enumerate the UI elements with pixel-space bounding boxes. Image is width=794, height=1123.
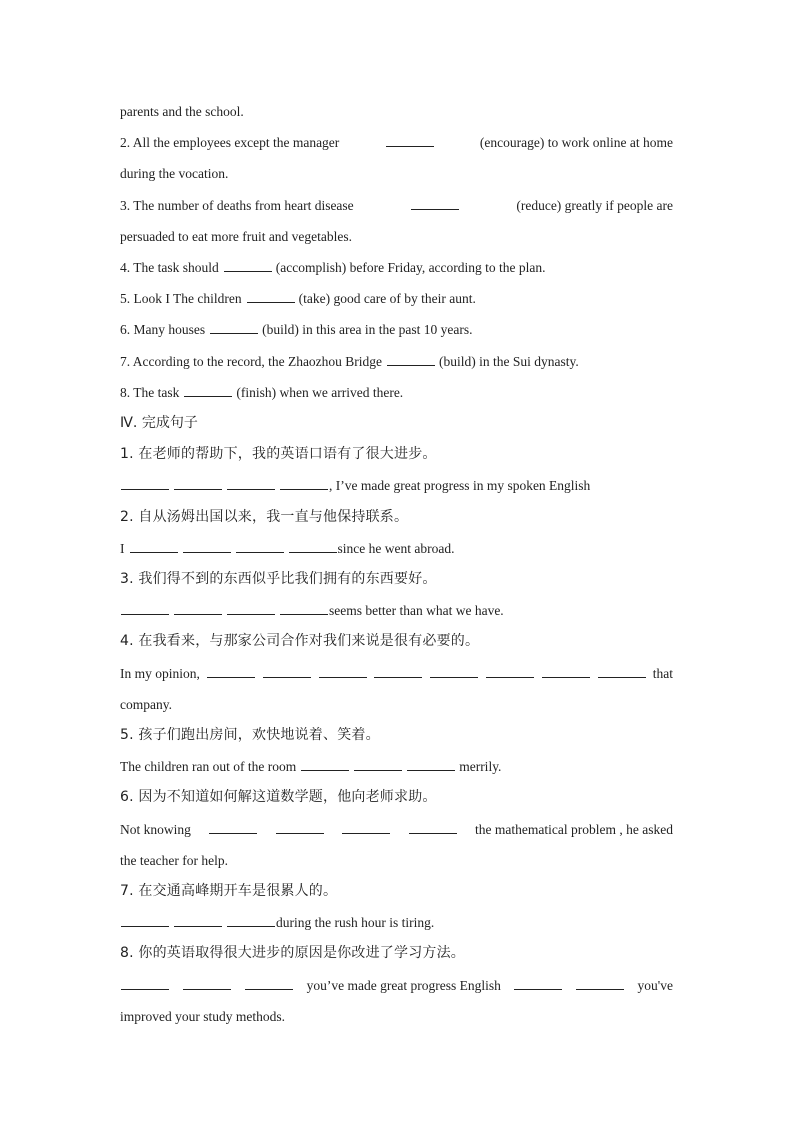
answer-blank[interactable] xyxy=(227,475,275,490)
answer-blank[interactable] xyxy=(174,475,222,490)
line-text: 6. Many houses xyxy=(120,322,206,338)
answer-line xyxy=(120,970,673,1001)
answer-blank[interactable] xyxy=(289,538,337,553)
answer-blank[interactable] xyxy=(319,663,367,678)
line-text: persuaded to eat more fruit and vegetables. xyxy=(120,228,353,244)
answer-blank[interactable] xyxy=(247,288,295,303)
answer-blank[interactable] xyxy=(184,382,232,397)
answer-blank[interactable] xyxy=(354,756,402,771)
answer-blank[interactable] xyxy=(224,257,272,272)
prompt-text: 7. 在交通高峰期开车是很累人的。 xyxy=(120,883,338,900)
line-text: In my opinion, xyxy=(120,665,200,681)
answer-blank[interactable] xyxy=(280,475,328,490)
answer-blank[interactable] xyxy=(407,756,455,771)
question-prompt xyxy=(120,782,673,813)
prompt-text: 4. 在我看来，与那家公司合作对我们来说是很有必要的。 xyxy=(120,633,480,650)
prompt-text: 8. 你的英语取得很大进步的原因是你改进了学习方法。 xyxy=(120,945,466,962)
section-heading xyxy=(120,408,673,439)
line-text: company. xyxy=(120,696,172,712)
line-text: 7. According to the record, the Zhaozhou Bridge xyxy=(120,353,383,369)
line-text: (encourage) to work online at home xyxy=(479,135,673,151)
answer-blank[interactable] xyxy=(430,663,478,678)
answer-line xyxy=(120,658,673,689)
answer-blank[interactable] xyxy=(598,663,646,678)
exercise-item-7 xyxy=(120,346,673,377)
line-text: merrily. xyxy=(459,759,502,775)
answer-blank[interactable] xyxy=(342,819,390,834)
question-prompt xyxy=(120,720,673,751)
line-text: during the vocation. xyxy=(120,166,229,182)
line-text: you've xyxy=(637,977,673,993)
answer-blank[interactable] xyxy=(227,912,275,927)
worksheet-page xyxy=(120,96,673,1032)
text-line xyxy=(120,158,673,189)
exercise-item-8 xyxy=(120,377,673,408)
answer-blank[interactable] xyxy=(374,663,422,678)
line-text: I xyxy=(120,540,125,556)
line-text: 4. The task should xyxy=(120,260,219,276)
answer-line xyxy=(120,470,673,501)
answer-blank[interactable] xyxy=(209,819,257,834)
line-text: (take) good care of by their aunt. xyxy=(298,291,476,307)
answer-blank[interactable] xyxy=(207,663,255,678)
line-text: , I’ve made great progress in my spoken English xyxy=(329,478,591,494)
line-text: The children ran out of the room xyxy=(120,759,297,775)
exercise-item-5 xyxy=(120,283,673,314)
exercise-item-3 xyxy=(120,190,673,221)
text-line xyxy=(120,845,673,876)
question-prompt xyxy=(120,938,673,969)
answer-blank[interactable] xyxy=(174,912,222,927)
answer-blank[interactable] xyxy=(210,319,258,334)
answer-blank[interactable] xyxy=(121,600,169,615)
answer-blank[interactable] xyxy=(386,132,434,147)
text-line xyxy=(120,1001,673,1032)
exercise-item-2 xyxy=(120,127,673,158)
answer-blank[interactable] xyxy=(301,756,349,771)
answer-blank[interactable] xyxy=(263,663,311,678)
line-text: (finish) when we arrived there. xyxy=(236,384,404,400)
answer-blank[interactable] xyxy=(174,600,222,615)
line-text: seems better than what we have. xyxy=(329,603,504,619)
answer-blank[interactable] xyxy=(409,819,457,834)
line-text: 3. The number of deaths from heart disease xyxy=(120,197,354,213)
line-text: 5. Look I The children xyxy=(120,291,242,307)
answer-blank[interactable] xyxy=(183,975,231,990)
answer-blank[interactable] xyxy=(387,351,435,366)
exercise-item-4 xyxy=(120,252,673,283)
line-text: 8. The task xyxy=(120,384,180,400)
line-text: the teacher for help. xyxy=(120,852,228,868)
prompt-text: 5. 孩子们跑出房间，欢快地说着、笑着。 xyxy=(120,727,380,744)
line-text: (build) in the Sui dynasty. xyxy=(439,353,579,369)
answer-line xyxy=(120,533,673,564)
answer-blank[interactable] xyxy=(227,600,275,615)
answer-blank[interactable] xyxy=(236,538,284,553)
prompt-text: 1. 在老师的帮助下，我的英语口语有了很大进步。 xyxy=(120,446,437,463)
answer-blank[interactable] xyxy=(542,663,590,678)
answer-blank[interactable] xyxy=(514,975,562,990)
text-line xyxy=(120,221,673,252)
text-line xyxy=(120,96,673,127)
question-prompt xyxy=(120,626,673,657)
answer-blank[interactable] xyxy=(280,600,328,615)
answer-blank[interactable] xyxy=(121,975,169,990)
answer-blank[interactable] xyxy=(183,538,231,553)
answer-line xyxy=(120,907,673,938)
question-prompt xyxy=(120,439,673,470)
answer-blank[interactable] xyxy=(121,475,169,490)
prompt-text: 6. 因为不知道如何解这道数学题，他向老师求助。 xyxy=(120,789,437,806)
line-text: parents and the school. xyxy=(120,104,244,119)
answer-blank[interactable] xyxy=(576,975,624,990)
answer-blank[interactable] xyxy=(121,912,169,927)
line-text: improved your study methods. xyxy=(120,1008,285,1024)
line-text: during the rush hour is tiring. xyxy=(276,915,435,931)
line-text: you’ve made great progress English xyxy=(306,977,501,993)
line-text: (reduce) greatly if people are xyxy=(516,197,673,213)
question-prompt xyxy=(120,564,673,595)
answer-line xyxy=(120,814,673,845)
line-text: the mathematical problem , he asked xyxy=(475,821,673,837)
answer-line xyxy=(120,595,673,626)
line-text: 2. All the employees except the manager xyxy=(120,135,340,151)
line-text: Not knowing xyxy=(120,821,191,837)
prompt-text: 2. 自从汤姆出国以来，我一直与他保持联系。 xyxy=(120,508,409,525)
prompt-text: 3. 我们得不到的东西似乎比我们拥有的东西要好。 xyxy=(120,571,437,588)
answer-blank[interactable] xyxy=(276,819,324,834)
exercise-item-6 xyxy=(120,314,673,345)
text-line xyxy=(120,689,673,720)
line-text: that xyxy=(652,665,673,681)
question-prompt xyxy=(120,502,673,533)
section-title: Ⅳ. 完成句子 xyxy=(120,415,198,432)
line-text: since he went abroad. xyxy=(337,540,455,556)
question-prompt xyxy=(120,876,673,907)
answer-blank[interactable] xyxy=(486,663,534,678)
answer-blank[interactable] xyxy=(245,975,293,990)
answer-line xyxy=(120,751,673,782)
answer-blank[interactable] xyxy=(411,195,459,210)
answer-blank[interactable] xyxy=(130,538,178,553)
line-text: (build) in this area in the past 10 years. xyxy=(262,322,473,338)
line-text: (accomplish) before Friday, according to the plan. xyxy=(275,260,546,276)
